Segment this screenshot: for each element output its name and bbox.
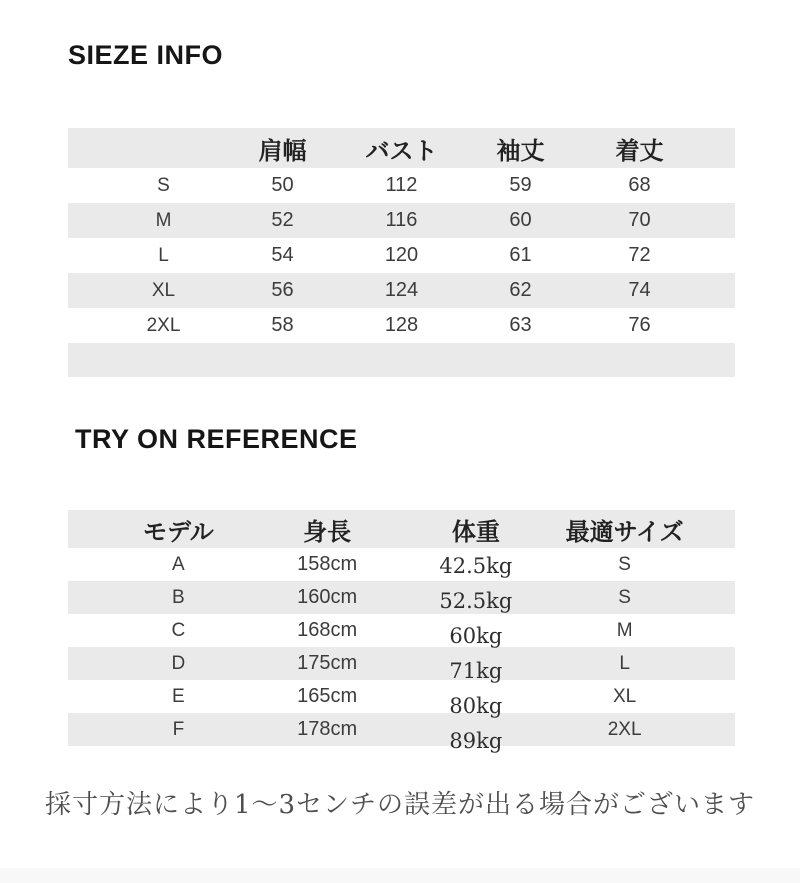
table-row [68,308,735,343]
table-row [68,614,735,647]
size-cell: L [158,244,169,266]
model-cell: F [172,718,185,740]
size-cell: S [157,174,170,196]
table-row [68,680,735,718]
model-cell: E [172,685,185,707]
table-row [68,238,735,273]
size-col-shoulder: 肩幅 [258,135,307,165]
weight-cell: 52.5kg [439,588,513,613]
best-size-cell: 2XL [607,718,642,740]
height-cell: 178cm [297,718,358,740]
size-info-title: SIEZE INFO [68,40,224,70]
table-row [68,168,735,203]
size-col-bust: バスト [365,135,438,165]
shoulder-cell: 58 [271,314,294,336]
best-size-cell: S [618,586,631,608]
size-col-length: 着丈 [615,135,664,165]
weight-cell: 42.5kg [439,553,513,578]
weight-cell: 80kg [449,693,503,718]
length-cell: 74 [628,279,651,301]
model-cell: B [172,586,185,608]
size-cell: XL [151,279,176,301]
sleeve-cell: 60 [509,209,532,231]
tryon-col-model: モデル [142,516,214,546]
table-row [68,581,735,614]
tryon-col-weight: 体重 [451,516,500,546]
height-cell: 158cm [297,553,358,575]
shoulder-cell: 56 [271,279,294,301]
model-cell: A [172,553,185,575]
weight-cell: 71kg [449,658,503,683]
measurement-disclaimer: 採寸方法により1〜3センチの誤差が出る場合がございます [44,790,756,820]
bust-cell: 128 [384,314,419,336]
bust-cell: 116 [385,209,418,231]
length-cell: 72 [628,244,651,266]
try-on-title: TRY ON REFERENCE [75,424,358,454]
sleeve-cell: 62 [509,279,532,301]
weight-cell: 60kg [449,623,503,648]
size-table-header-row [68,128,735,168]
table-row [68,713,735,753]
shoulder-cell: 50 [271,174,294,196]
shoulder-cell: 54 [271,244,294,266]
bust-cell: 112 [385,174,418,196]
bust-cell: 124 [384,279,419,301]
bottom-band [0,868,800,883]
table-row [68,548,735,581]
best-size-cell: M [616,619,633,641]
height-cell: 160cm [297,586,358,608]
size-info-table [68,128,735,377]
best-size-cell: L [619,652,630,674]
try-on-table [68,510,735,753]
best-size-cell: XL [613,685,637,707]
sleeve-cell: 59 [509,174,532,196]
table-row [68,273,735,308]
model-cell: C [171,619,186,641]
bust-cell: 120 [384,244,419,266]
best-size-cell: S [618,553,631,575]
height-cell: 168cm [297,619,358,641]
length-cell: 70 [628,209,651,231]
size-table-footer-row [68,343,735,377]
shoulder-cell: 52 [271,209,294,231]
tryon-table-header-row [68,510,735,548]
sleeve-cell: 61 [509,244,532,266]
length-cell: 68 [628,174,651,196]
table-row [68,203,735,238]
tryon-col-size: 最適サイズ [565,516,684,546]
height-cell: 165cm [297,685,358,707]
model-cell: D [171,652,186,674]
tryon-col-height: 身長 [303,516,352,546]
sleeve-cell: 63 [509,314,532,336]
size-cell: M [155,209,172,231]
table-row [68,647,735,683]
size-col-sleeve: 袖丈 [496,135,545,165]
size-cell: 2XL [146,314,181,336]
height-cell: 175cm [297,652,358,674]
weight-cell: 89kg [449,728,503,753]
length-cell: 76 [628,314,651,336]
